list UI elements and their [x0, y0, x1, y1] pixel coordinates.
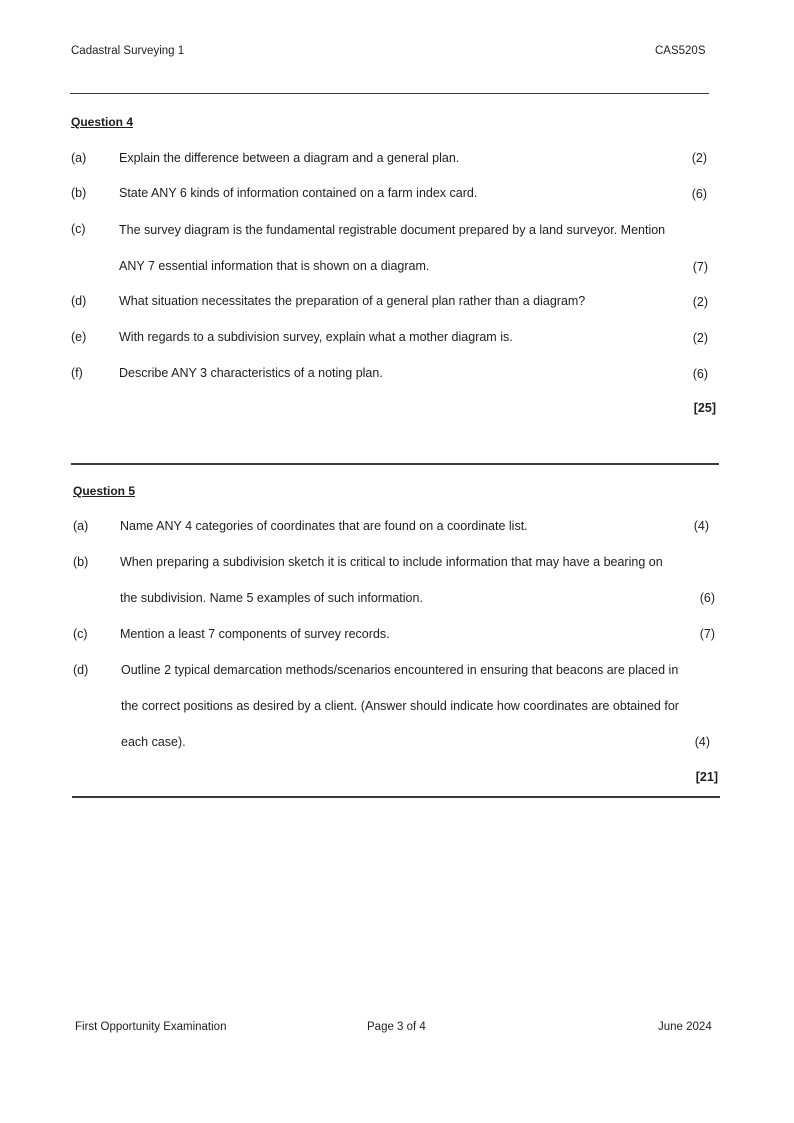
item-label: (a) [73, 519, 89, 533]
course-code: CAS520S [655, 45, 706, 57]
item-text: What situation necessitates the preparation of a general plan rather than a diagram? [119, 294, 586, 308]
item-text: Describe ANY 3 characteristics of a noting plan. [119, 366, 383, 380]
item-marks: (4) [694, 735, 710, 749]
item-text: ANY 7 essential information that is shown on a diagram. [119, 259, 430, 273]
item-marks: (4) [693, 519, 709, 533]
header-rule [70, 93, 709, 94]
item-text: With regards to a subdivision survey, explain what a mother diagram is. [119, 330, 513, 344]
question-4-total: [25] [693, 401, 716, 415]
item-text: State ANY 6 kinds of information contained on a farm index card. [119, 186, 478, 200]
item-label: (b) [73, 555, 89, 569]
item-marks: (6) [699, 591, 715, 605]
item-text: each case). [121, 735, 186, 749]
question-4-title: Question 4 [71, 115, 134, 129]
item-text: Explain the difference between a diagram and a general plan. [119, 151, 460, 165]
item-marks: (2) [691, 151, 707, 165]
item-marks: (2) [692, 331, 708, 345]
section-rule [72, 796, 720, 798]
item-label: (a) [71, 151, 87, 165]
item-label: (c) [71, 222, 86, 236]
item-label: (d) [73, 663, 89, 677]
item-label: (d) [71, 294, 87, 308]
item-text: the correct positions as desired by a client. (Answer should indicate how coordinates are obtained for [121, 699, 679, 713]
item-marks: (7) [692, 260, 708, 274]
item-label: (f) [71, 366, 83, 380]
item-text: Outline 2 typical demarcation methods/scenarios encountered in ensuring that beacons are placed in [121, 663, 679, 677]
item-marks: (6) [691, 187, 707, 201]
course-title: Cadastral Surveying 1 [71, 45, 185, 57]
section-rule [71, 463, 719, 465]
item-text: the subdivision. Name 5 examples of such information. [120, 591, 423, 605]
item-label: (e) [71, 330, 87, 344]
item-marks: (6) [692, 367, 708, 381]
item-text: Name ANY 4 categories of coordinates that are found on a coordinate list. [120, 519, 528, 533]
item-label: (b) [71, 186, 87, 200]
item-label: (c) [73, 627, 88, 641]
item-marks: (2) [692, 295, 708, 309]
item-text: When preparing a subdivision sketch it is critical to include information that may have a bearing on [120, 555, 663, 569]
footer-page-number: Page 3 of 4 [367, 1021, 426, 1033]
item-marks: (7) [699, 627, 715, 641]
footer-date: June 2024 [658, 1021, 712, 1033]
question-5-title: Question 5 [73, 484, 136, 498]
item-text: Mention a least 7 components of survey records. [120, 627, 390, 641]
footer-exam: First Opportunity Examination [75, 1021, 227, 1033]
item-text: The survey diagram is the fundamental registrable document prepared by a land surveyor. Mention [119, 223, 666, 237]
question-5-total: [21] [695, 770, 718, 784]
